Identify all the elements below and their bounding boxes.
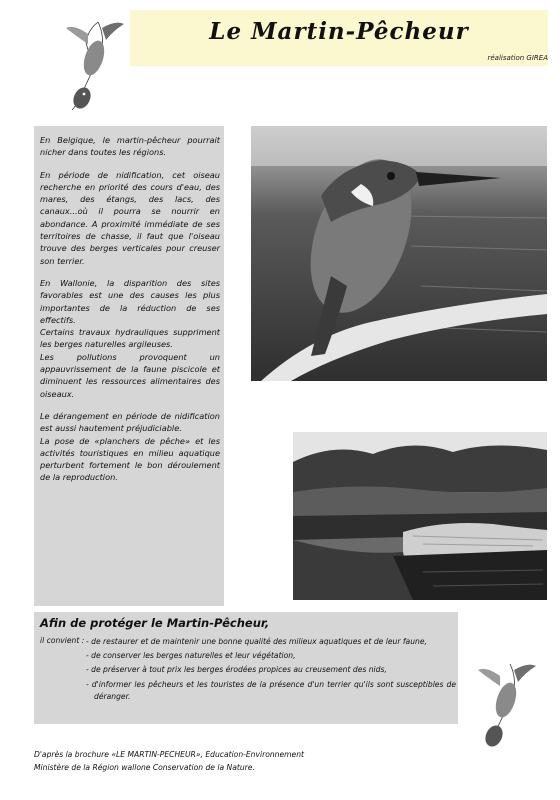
footer-line: D'après la brochure «LE MARTIN-PECHEUR», Education-Environnement	[34, 750, 305, 759]
footer	[34, 748, 304, 774]
protection-list	[86, 636, 456, 705]
protection-title: Afin de protéger le Martin-Pêcheur,	[40, 616, 270, 630]
paragraph: En période de nidification, cet oiseau recherche en priorité des cours d'eau, des mares, des étangs, des lacs, des canaux...où il pourra se nourrir en abondance. A proximité immédiate de ses territoires de chasse, il faut que l'oiseau trouve des berges verticales pour creuser son terrier.	[40, 169, 220, 266]
riverbank-photo	[293, 432, 547, 600]
protection-intro: il convient :	[40, 636, 85, 645]
paragraph: La pose de «planchers de pêche» et les activités touristiques en milieu aquatique perturbent fortement le bon déroulement de la reproduction.	[40, 435, 220, 483]
body-text	[40, 134, 220, 484]
paragraph: Certains travaux hydrauliques suppriment les berges naturelles argileuses.	[40, 327, 220, 350]
credit-text: réalisation GIREA	[487, 54, 548, 62]
footer-line: Ministère de la Région wallone Conservation de la Nature.	[34, 763, 255, 772]
kingfisher-photo	[251, 126, 547, 381]
list-item: - d'informer les pêcheurs et les touristes de la présence d'un terrier qu'ils sont susceptibles de déranger.	[86, 679, 456, 701]
kingfisher-illustration-icon	[470, 656, 540, 756]
paragraph: En Belgique, le martin-pêcheur pourrait nicher dans toutes les régions.	[40, 135, 220, 158]
kingfisher-illustration-icon	[58, 14, 128, 114]
paragraph: En Wallonie, la disparition des sites favorables est une des causes les plus importantes de la réduction de ses effectifs.	[40, 277, 220, 325]
list-item: - de conserver les berges naturelles et leur végétation,	[86, 651, 296, 661]
paragraph: Le dérangement en période de nidification est aussi hautement préjudiciable.	[40, 410, 220, 434]
paragraph: Les pollutions provoquent un appauvrissement de la faune piscicole et diminuent les ressources alimentaires des oiseaux.	[40, 351, 220, 399]
page-title: Le Martin-Pêcheur	[209, 18, 469, 45]
list-item: - de restaurer et de maintenir une bonne qualité des milieux aquatiques et de leur faune,	[86, 637, 427, 646]
list-item: - de préserver à tout prix les berges érodées propices au creusement des nids,	[86, 665, 387, 675]
